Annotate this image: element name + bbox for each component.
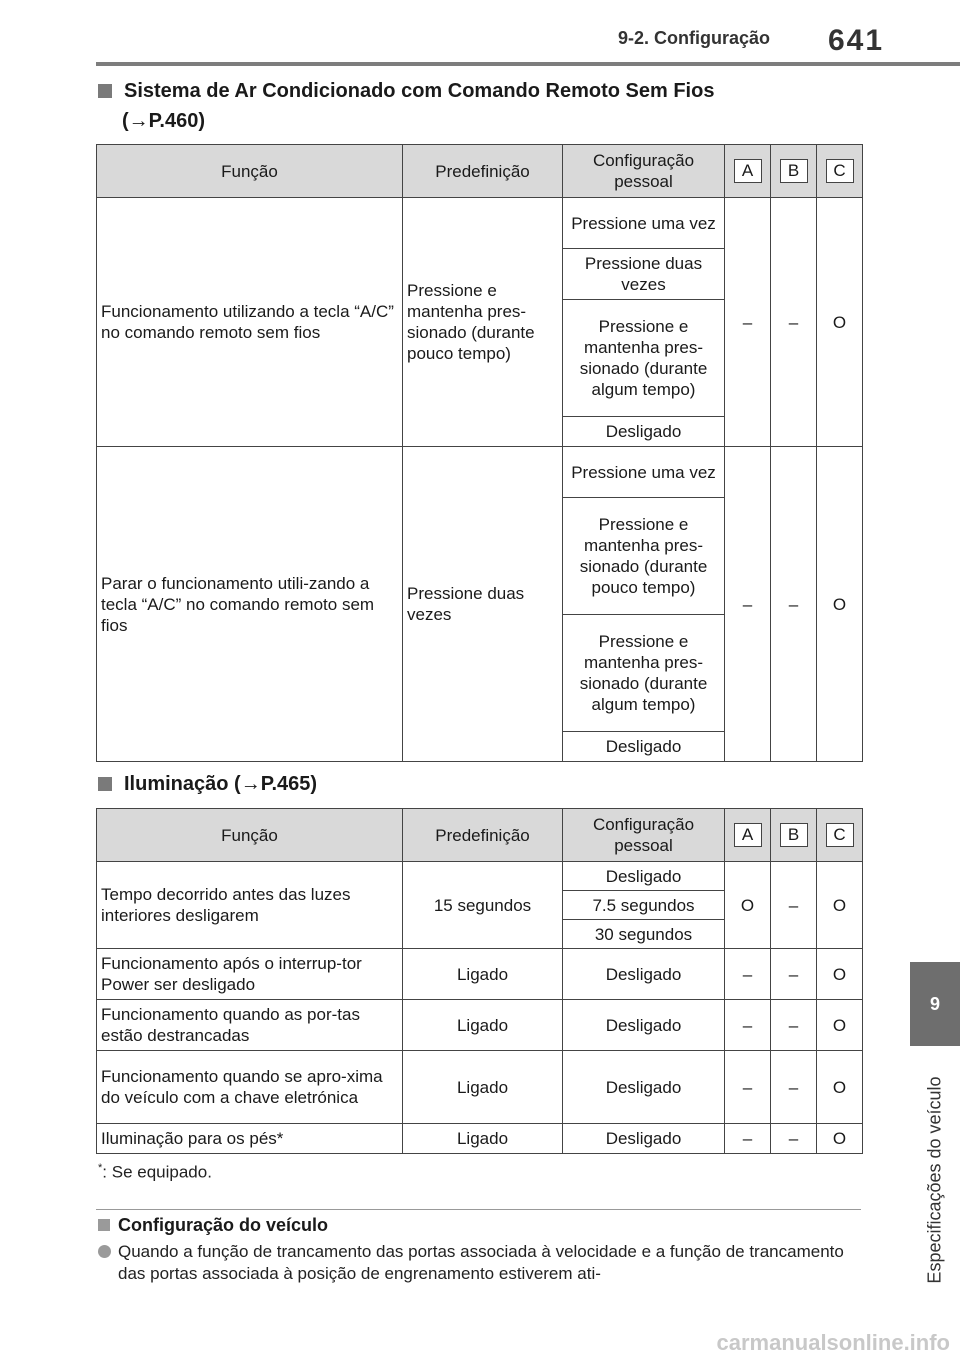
cell-c: O [817, 1000, 863, 1051]
footnote [98, 1162, 212, 1183]
table-row [97, 1124, 863, 1154]
note-bullet [98, 1241, 858, 1285]
col-c [817, 809, 863, 862]
header-rule [96, 62, 960, 66]
section1-heading [98, 80, 714, 103]
chapter-label: Especificações do veículo [924, 1076, 945, 1284]
col-b [771, 145, 817, 198]
cell-b: – [771, 949, 817, 1000]
cell-a: – [725, 198, 771, 447]
cell-predefinicao: Ligado [403, 949, 563, 1000]
cell-a: – [725, 447, 771, 762]
table-row [97, 1000, 863, 1051]
cell-c: O [817, 1051, 863, 1124]
table-row [97, 198, 863, 249]
col-funcao: Função [97, 145, 403, 198]
cell-option: Pressione e mantenha pres-sionado (durante pouco tempo) [563, 498, 725, 615]
cell-option: Desligado [563, 732, 725, 762]
footnote-text: : Se equipado. [102, 1162, 212, 1182]
col-a [725, 145, 771, 198]
cell-c: O [817, 949, 863, 1000]
section-header: 9-2. Configuração [618, 28, 771, 48]
cell-a: – [725, 949, 771, 1000]
cell-a: O [725, 862, 771, 949]
col-predefinicao: Predefinição [403, 145, 563, 198]
col-predefinicao: Predefinição [403, 809, 563, 862]
table-row [97, 862, 863, 891]
cell-option: Desligado [563, 417, 725, 447]
col-a-box: A [734, 159, 762, 183]
col-funcao: Função [97, 809, 403, 862]
cell-predefinicao: Pressione duas vezes [403, 447, 563, 762]
section2-heading [98, 773, 317, 796]
cell-config: Desligado [563, 1051, 725, 1124]
square-bullet-icon [98, 777, 112, 791]
table-row [97, 1051, 863, 1124]
cell-predefinicao: Ligado [403, 1000, 563, 1051]
cell-predefinicao: Pressione e mantenha pres-sionado (durante pouco tempo) [403, 198, 563, 447]
cell-b: – [771, 1051, 817, 1124]
circle-bullet-icon [98, 1245, 111, 1258]
section1-ref: (→P.460) [122, 110, 206, 132]
col-b-box: B [780, 159, 808, 183]
cell-option: Pressione e mantenha pres-sionado (durante algum tempo) [563, 300, 725, 417]
cell-predefinicao: Ligado [403, 1051, 563, 1124]
cell-funcao: Tempo decorrido antes das luzes interiores desligarem [97, 862, 403, 949]
cell-funcao: Parar o funcionamento utili-zando a tecla “A/C” no comando remoto sem fios [97, 447, 403, 762]
footnote-mark: * [98, 1162, 103, 1174]
cell-option: 7.5 segundos [563, 891, 725, 920]
note-title [98, 1215, 328, 1236]
cell-a: – [725, 1051, 771, 1124]
page-number: 641 [828, 24, 885, 57]
col-c-box: C [826, 823, 854, 847]
chapter-tab: 9 [910, 962, 960, 1046]
lighting-table [96, 808, 863, 1154]
cell-predefinicao: 15 segundos [403, 862, 563, 949]
note-divider [96, 1209, 861, 1210]
col-c [817, 145, 863, 198]
cell-a: – [725, 1124, 771, 1154]
note-bullet-text: Quando a função de trancamento das portas associada à velocidade e a função de trancamento das portas associada à posição de engrenamento estiverem ati- [118, 1242, 844, 1283]
cell-option: Pressione uma vez [563, 198, 725, 249]
col-b [771, 809, 817, 862]
cell-b: – [771, 862, 817, 949]
cell-c: O [817, 447, 863, 762]
section2-ref: (→P.465) [234, 773, 318, 795]
cell-b: – [771, 447, 817, 762]
col-a-box: A [734, 823, 762, 847]
col-b-box: B [780, 823, 808, 847]
cell-funcao: Funcionamento quando se apro-xima do veículo com a chave eletrónica [97, 1051, 403, 1124]
section2-title: Iluminação [124, 773, 229, 795]
cell-c: O [817, 198, 863, 447]
cell-b: – [771, 1000, 817, 1051]
square-bullet-icon [98, 1219, 110, 1231]
watermark: carmanualsonline.info [716, 1330, 950, 1355]
col-c-box: C [826, 159, 854, 183]
note-title-text: Configuração do veículo [118, 1215, 329, 1235]
square-bullet-icon [98, 84, 112, 98]
cell-funcao: Funcionamento utilizando a tecla “A/C” no comando remoto sem fios [97, 198, 403, 447]
ac-remote-table [96, 144, 863, 762]
cell-config: Desligado [563, 1000, 725, 1051]
cell-option: 30 segundos [563, 920, 725, 949]
table-row [97, 949, 863, 1000]
cell-option: Desligado [563, 862, 725, 891]
cell-config: Desligado [563, 1124, 725, 1154]
cell-option: Pressione e mantenha pres-sionado (durante algum tempo) [563, 615, 725, 732]
section1-title: Sistema de Ar Condicionado com Comando Remoto Sem Fios [124, 80, 715, 102]
table-row [97, 447, 863, 498]
cell-funcao: Funcionamento após o interrup-tor Power ser desligado [97, 949, 403, 1000]
col-config: Configuração pessoal [563, 809, 725, 862]
cell-predefinicao: Ligado [403, 1124, 563, 1154]
cell-option: Pressione duas vezes [563, 249, 725, 300]
cell-c: O [817, 862, 863, 949]
cell-a: – [725, 1000, 771, 1051]
cell-option: Pressione uma vez [563, 447, 725, 498]
cell-config: Desligado [563, 949, 725, 1000]
cell-funcao: Funcionamento quando as por-tas estão destrancadas [97, 1000, 403, 1051]
col-a [725, 809, 771, 862]
cell-funcao: Iluminação para os pés* [97, 1124, 403, 1154]
col-config: Configuração pessoal [563, 145, 725, 198]
cell-b: – [771, 198, 817, 447]
cell-b: – [771, 1124, 817, 1154]
cell-c: O [817, 1124, 863, 1154]
